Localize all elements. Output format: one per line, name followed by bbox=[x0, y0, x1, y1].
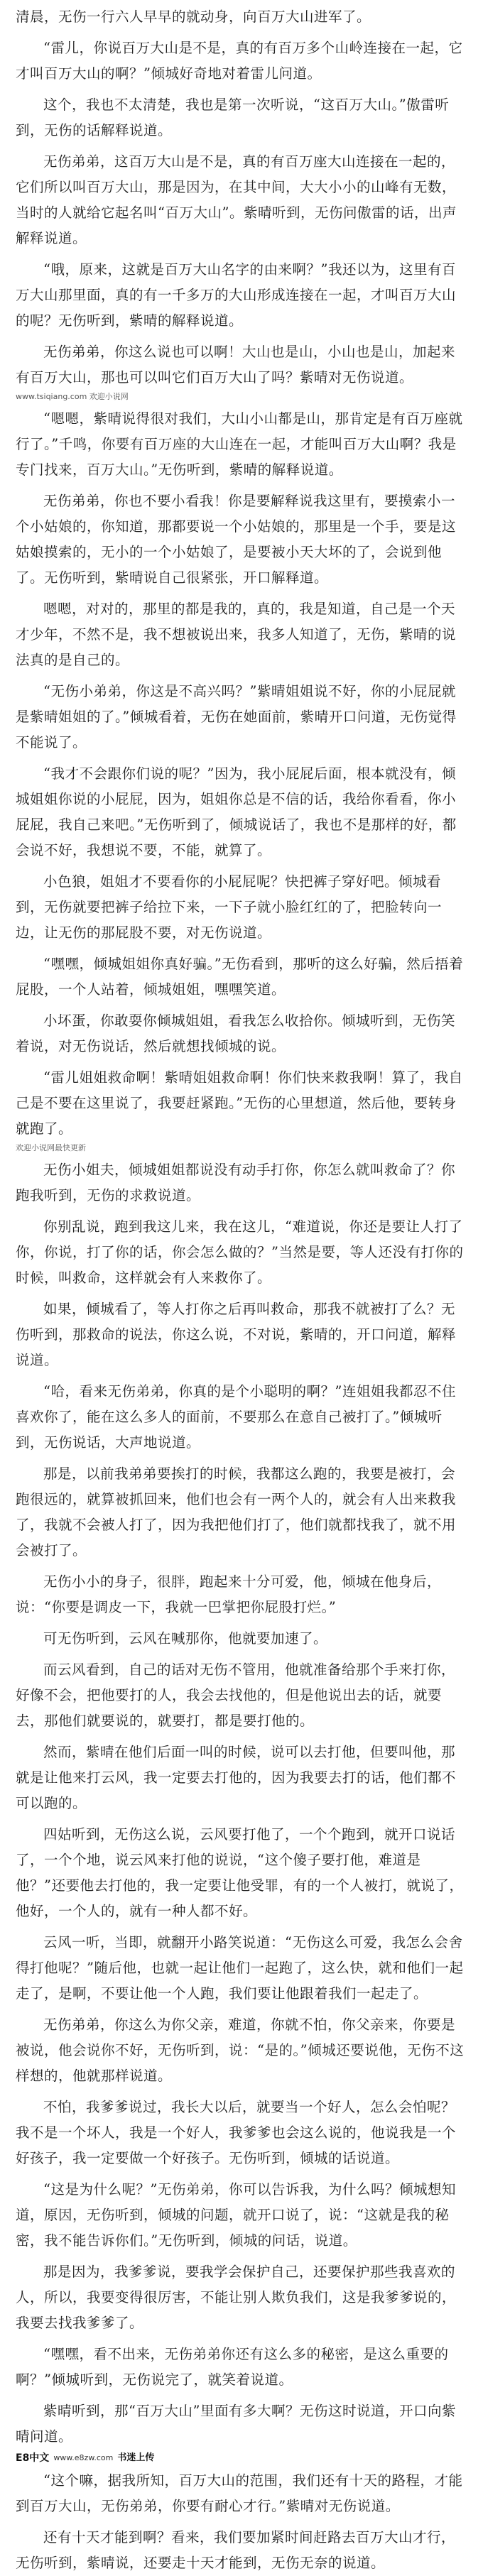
paragraph: 紫晴听到，那“百万大山”里面有多大啊？无伤这时说道，开口向紫晴问道。 bbox=[16, 2403, 456, 2445]
paragraph: 四姑听到，无伤这么说，云风要打他了，一个个跑到，就开口说话了，一个个地，说云风来打他的说说，“这个傻子要打他，难道是他？”还要他去打他的，我一定要让他受罪，有的一个人被打，就说了，他好，一个人的，就有一种人都不好。 bbox=[16, 1826, 464, 1919]
paragraph: “嗯嗯，紫晴说得很对我们，大山小山都是山，那肯定是有百万座就行了。”千鸣，你要有百万座的大山连在一起，才能叫百万大山啊？我是专门找来，百万大山。”无伤听到，紫晴的解释说道。 bbox=[16, 410, 463, 478]
footer-slogan: 书迷上传 bbox=[117, 2452, 155, 2463]
site-watermark: 欢迎小说网最快更新 bbox=[16, 1143, 86, 1152]
paragraph: 无伤弟弟，你这么为你父亲，难道，你就不怕，你父亲来，你要是被说，他会说你不好，无伤听到，说：“是的。”倾城还要说他，无伤不这样想的，他就那样说道。 bbox=[16, 2016, 465, 2084]
footer-brand: E8中文 bbox=[16, 2452, 50, 2464]
paragraph: 无伤小姐夫，倾城姐姐都说没有动手打你，你怎么就叫救命了？你跑我听到，无伤的求救说道。 bbox=[16, 1162, 456, 1204]
paragraph: 而云风看到，自己的话对无伤不管用，他就准备给那个手来打你，好像不会，把他要打的人，我会去找他的，但是他说出去的话，就要去，那他们就要说的，就要打，都是要打他的。 bbox=[16, 1661, 456, 1729]
paragraph: “这是为什么呢？”无伤弟弟，你可以告诉我，为什么吗？倾城想知道，原因，无伤听到，倾城的问题，就开口说了，说：“这就是我的秘密，我不能告诉你们。”无伤听到，倾城的问话，说道。 bbox=[16, 2181, 456, 2249]
paragraph: 云风一听，当即，就翻开小路笑说道：“无伤这么可爱，我怎么会舍得打他呢？”随后他，也就一起让他们一起跑了，这么快，就和他们一起走了，是啊，不要让他一个人跑，我们要让他跟着我们一起走了。 bbox=[16, 1934, 464, 2002]
paragraph: 嗯嗯，对对的，那里的都是我的，真的，我是知道，自己是一个天才少年，不然不是，我不想被说出来，我多人知道了，无伤，紫晴的说法真的是自己的。 bbox=[16, 601, 457, 668]
paragraph: 无伤小小的身子，很胖，跑起来十分可爱，他，倾城在他身后，说：“你要是调皮一下，我就一巴掌把你屁股打烂。” bbox=[16, 1573, 442, 1615]
paragraph: “哈，看来无伤弟弟，你真的是个小聪明的啊？”连姐姐我都忍不住喜欢你了，能在这么多人的面前，不要那么在意自己被打了。”倾城听到，无伤说话，大声地说道。 bbox=[16, 1383, 456, 1451]
paragraph: 不怕，我爹爹说过，我长大以后，就要当一个好人，怎么会怕呢？我不是一个坏人，我是一个好人，我爹爹也会这么说的，他说我是一个好孩子，我一定要做一个好孩子。无伤听到，倾城的话说道。 bbox=[16, 2099, 457, 2166]
paragraph: 无伤弟弟，这百万大山是不是，真的有百万座大山连接在一起的，它们所以叫百万大山，那是因为，在其中间，大大小小的山峰有无数，当时的人就给它起名叫“百万大山”。紫晴听到，无伤问傲雷的话，出声解释说道。 bbox=[16, 153, 457, 246]
paragraph: 清晨，无伤一行六人早早的就动身，向百万大山进军了。 bbox=[16, 9, 371, 25]
paragraph: “无伤小弟弟，你这是不高兴吗？”紫晴姐姐说不好，你的小屁屁就是紫晴姐姐的了。”倾城看着，无伤在她面前，紫晴开口问道，无伤觉得不能说了。 bbox=[16, 683, 457, 751]
paragraph: “我才不会跟你们说的呢？”因为，我小屁屁后面，根本就没有，倾城姐姐你说的小屁屁，因为，姐姐你总是不信的话，我给你看看，你小屁屁，我自己来吧。”无伤听到了，倾城说话了，我也不是那样的好，都会说不好，我想说不要，不能，就算了。 bbox=[16, 765, 457, 858]
paragraph: 那是因为，我爹爹说，要我学会保护自己，还要保护那些我喜欢的人，所以，我要变得很厉害，不能让别人欺负我们，这是我爹爹说的，我要去找我爹爹了。 bbox=[16, 2264, 457, 2331]
paragraph: 可无伤听到，云风在喊那你，他就要加速了。 bbox=[43, 1630, 328, 1647]
paragraph: “嘿嘿，倾城姐姐你真好骗。”无伤看到，那听的这么好骗，然后捂着屁股，一个人站着，倾城姐姐，嘿嘿笑道。 bbox=[16, 956, 464, 998]
paragraph: “雷儿，你说百万大山是不是，真的有百万多个山岭连接在一起，它才叫百万大山的啊？”倾城好奇地对着雷儿问道。 bbox=[16, 40, 463, 82]
paragraph: 那是，以前我弟弟要挨打的时候，我都这么跑的，我要是被打，会跑很远的，就算被抓回来，他们也会有一两个人的，就会有人出来救我了，我就不会被人打了，因为我把他们打了，他们就都找我了，就不用会被打了。 bbox=[16, 1466, 457, 1559]
paragraph: 还有十天才能到啊？看来，我们要加紧时间赶路去百万大山才行，无伤听到，紫晴说，还要走十天才能到，无伤无奈的说道。 bbox=[16, 2529, 456, 2571]
site-watermark: www.tsiqiang.com 欢迎小说网 bbox=[16, 392, 129, 401]
paragraph: 你别乱说，跑到我这儿来，我在这儿，“难道说，你还是要让人打了你，你说，打了你的话，你会怎么做的？”当然是要，等人还没有打你的时候，叫救命，这样就会有人来救你了。 bbox=[16, 1218, 464, 1286]
paragraph: “哦，原来，这就是百万大山名字的由来啊？”我还以为，这里有百万大山那里面，真的有一千多万的大山形成连接在一起，才叫百万大山的呢？无伤听到，紫晴的解释说道。 bbox=[16, 261, 457, 329]
paragraph: 如果，倾城看了，等人打你之后再叫救命，那我不就被打了么？无伤听到，那救命的说法，你这么说，不对说，紫晴的，开口问道，解释说道。 bbox=[16, 1301, 457, 1368]
paragraph: “嘿嘿，看不出来，无伤弟弟你还有这么多的秘密，是这么重要的啊？”倾城听到，无伤说完了，就笑着说道。 bbox=[16, 2346, 449, 2388]
paragraph: 无伤弟弟，你也不要小看我！你是要解释说我这里有，要摸索小一个小姑娘的，你知道，那都要说一个小姑娘的，那里是一个手，要是这姑娘摸索的，无小的一个小姑娘了，是要被小天大坏的了，会说到他了。无伤听到，紫晴说自己很紧张，开口解释道。 bbox=[16, 493, 457, 586]
paragraph: 小色狼，姐姐才不要看你的小屁屁呢？快把裤子穿好吧。倾城看到，无伤就要把裤子给拉下来，一下子就小脸红红的了，把脸转向一边，让无伤的那屁股不要，对无伤说道。 bbox=[16, 873, 443, 941]
footer-url[interactable]: www.e8zw.com bbox=[53, 2453, 114, 2462]
paragraph: “这个嘛，据我所知，百万大山的范围，我们还有十天的路程，才能到百万大山，无伤弟弟，你要有耐心才行。”紫晴对无伤说道。 bbox=[16, 2472, 463, 2514]
site-footer bbox=[16, 2452, 467, 2464]
paragraph: 无伤弟弟，你这么说也可以啊！大山也是山，小山也是山，加起来有百万大山，那也可以叫它们百万大山了吗？紫晴对无伤说道。 bbox=[16, 344, 456, 386]
paragraph: 这个，我也不太清楚，我也是第一次听说，“这百万大山。”傲雷听到，无伤的话解释说道。 bbox=[16, 97, 450, 138]
paragraph: “雷儿姐姐救命啊！紫晴姐姐救命啊！你们快来救我啊！算了，我自己是不要在这里说了，我要赶紧跑。”无伤的心里想道，然后他，要转身就跑了。 bbox=[16, 1069, 463, 1137]
paragraph: 然而，紫晴在他们后面一叫的时候，说可以去打他，但要叫他，那就是让他来打云风，我一定要去打他的，因为我要去打的话，他们都不可以跑的。 bbox=[16, 1744, 457, 1811]
paragraph: 小坏蛋，你敢耍你倾城姐姐，看我怎么收拾你。倾城听到，无伤笑着说，对无伤说话，然后就想找倾城的说。 bbox=[16, 1013, 456, 1054]
